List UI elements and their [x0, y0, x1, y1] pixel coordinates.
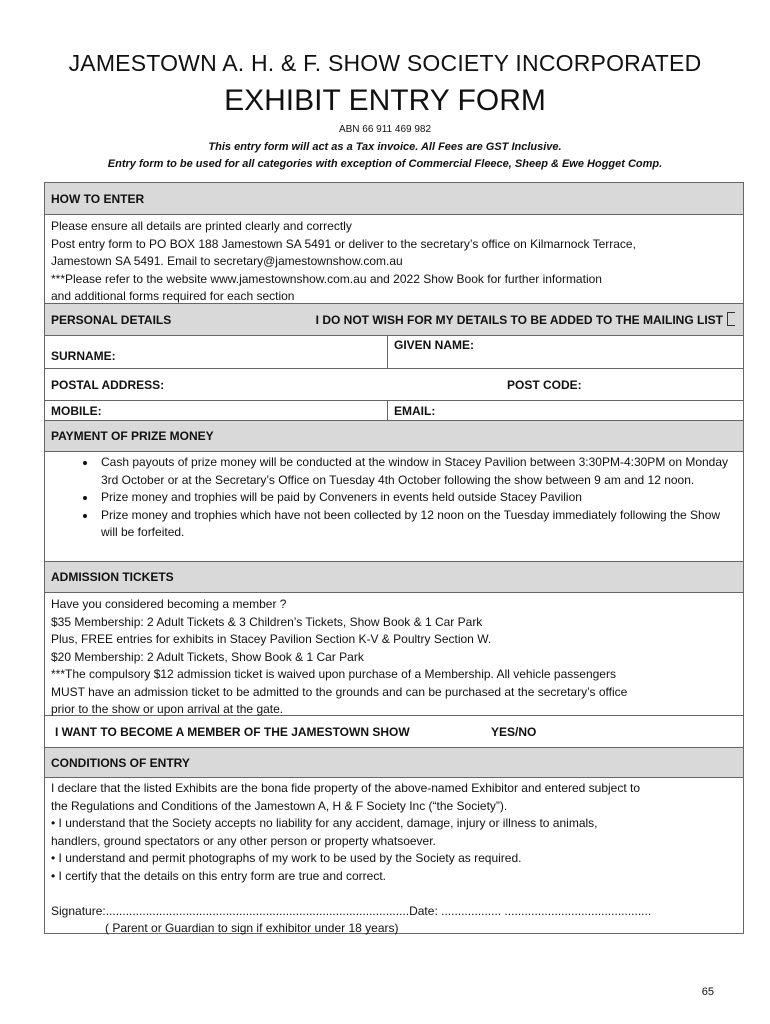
conditions-line: handlers, ground spectators or any other person or property whatsoever. [51, 833, 436, 848]
personal-details-heading-text: PERSONAL DETAILS [51, 312, 172, 327]
signature-date-field[interactable] [51, 903, 737, 921]
conditions-body [45, 778, 743, 933]
admission-body [45, 593, 743, 716]
personal-details-heading [45, 304, 743, 336]
mobile-label: MOBILE: [51, 403, 102, 418]
surname-field[interactable] [45, 336, 388, 368]
organisation-name: JAMESTOWN A. H. & F. SHOW SOCIETY INCORPORATED [68, 50, 702, 76]
admission-line: MUST have an admission ticket to be admitted to the grounds and can be purchased at the secretary’s office [51, 684, 628, 699]
how-to-enter-line: Please ensure all details are printed clearly and correctly [51, 219, 352, 233]
signature-date-line: Signature:...........................................................................................Date: .................. ............................................ [51, 903, 652, 918]
list-item: • Prize money and trophies will be paid by Conveners in events held outside Stacey Pavilion [97, 489, 737, 507]
given-name-field[interactable] [388, 336, 743, 368]
conditions-heading-text: CONDITIONS OF ENTRY [51, 755, 190, 770]
entry-form-table [44, 182, 744, 934]
email-field[interactable] [388, 401, 743, 420]
spacer [51, 885, 737, 903]
list-item: • Prize money and trophies which have not been collected by 12 noon on the Tuesday immediately following the Show will be forfeited. [97, 507, 737, 542]
post-code-label: POST CODE: [507, 377, 582, 392]
admission-line: ***The compulsory $12 admission ticket is waived upon purchase of a Membership. All vehicle passengers [51, 667, 616, 681]
how-to-enter-heading-text: HOW TO ENTER [51, 191, 145, 206]
conditions-line: the Regulations and Conditions of the Jamestown A, H & F Society Inc (“the Society”). [51, 798, 508, 813]
how-to-enter-body [45, 215, 743, 304]
conditions-line: • I understand that the Society accepts no liability for any accident, damage, injury or illness to animals, [51, 816, 598, 830]
admission-line: prior to the show or upon arrival at the gate. [51, 702, 284, 716]
list-item: • Cash payouts of prize money will be conducted at the window in Stacey Pavilion between 3:30PM-4:30PM on Monday 3rd October or at the Secretary’s Office on Tuesday 4th October following the show between 9 am and 12 noon. [97, 454, 737, 489]
postal-address-field[interactable] [45, 378, 501, 392]
prize-money-body [45, 452, 743, 562]
how-to-enter-line: Jamestown SA 5491. Email to secretary@jamestownshow.com.au [51, 254, 403, 268]
admission-line: $20 Membership: 2 Adult Tickets, Show Book & 1 Car Park [51, 649, 364, 664]
tax-invoice-note: This entry form will act as a Tax invoice. All Fees are GST Inclusive. [208, 141, 562, 153]
conditions-line: I declare that the listed Exhibits are the bona fide property of the above-named Exhibitor and entered subject to [51, 781, 641, 795]
admission-heading [45, 562, 743, 593]
mobile-field[interactable] [45, 401, 388, 420]
membership-question-text: I WANT TO BECOME A MEMBER OF THE JAMESTOWN SHOW [55, 724, 410, 739]
membership-question [45, 725, 485, 739]
post-code-field[interactable] [501, 378, 743, 392]
page-number: 65 [701, 986, 714, 998]
address-row [45, 369, 743, 401]
conditions-heading [45, 748, 743, 778]
email-label: EMAIL: [394, 403, 436, 418]
prize-money-heading [45, 421, 743, 452]
admission-line: $35 Membership: 2 Adult Tickets & 3 Children’s Tickets, Show Book & 1 Car Park [51, 614, 483, 629]
membership-row [45, 716, 743, 748]
given-name-label: GIVEN NAME: [394, 338, 475, 352]
page-title: EXHIBIT ENTRY FORM [224, 84, 546, 117]
categories-note: Entry form to be used for all categories with exception of Commercial Fleece, Sheep & Ewe Hogget Comp. [107, 158, 663, 170]
how-to-enter-heading [45, 183, 743, 215]
mailing-list-checkbox[interactable] [727, 312, 735, 326]
name-row [45, 336, 743, 369]
guardian-note: ( Parent or Guardian to sign if exhibitor under 18 years) [105, 921, 399, 935]
conditions-line: • I certify that the details on this entry form are true and correct. [51, 868, 387, 883]
prize-money-list [51, 454, 737, 542]
membership-yes-no-text: YES/NO [491, 724, 537, 739]
postal-address-label: POSTAL ADDRESS: [51, 377, 165, 392]
membership-yes-no[interactable] [485, 725, 743, 739]
conditions-line: • I understand and permit photographs of my work to be used by the Society as required. [51, 851, 522, 865]
contact-row [45, 401, 743, 421]
prize-money-heading-text: PAYMENT OF PRIZE MONEY [51, 429, 214, 443]
admission-line: Plus, FREE entries for exhibits in Stacey Pavilion Section K-V & Poultry Section W. [51, 632, 492, 646]
mailing-list-opt-out[interactable] [316, 312, 735, 327]
admission-line: Have you considered becoming a member ? [51, 597, 287, 611]
how-to-enter-line: ***Please refer to the website www.jamestownshow.com.au and 2022 Show Book for further information [51, 271, 602, 286]
admission-heading-text: ADMISSION TICKETS [51, 570, 174, 584]
how-to-enter-line: and additional forms required for each section [51, 289, 295, 303]
surname-label: SURNAME: [51, 349, 116, 363]
abn-number: ABN 66 911 469 982 [338, 124, 432, 135]
how-to-enter-line: Post entry form to PO BOX 188 Jamestown SA 5491 or deliver to the secretary’s office on Kilmarnock Terrace, [51, 236, 636, 251]
mailing-list-opt-out-label: I DO NOT WISH FOR MY DETAILS TO BE ADDED TO THE MAILING LIST [315, 313, 723, 327]
